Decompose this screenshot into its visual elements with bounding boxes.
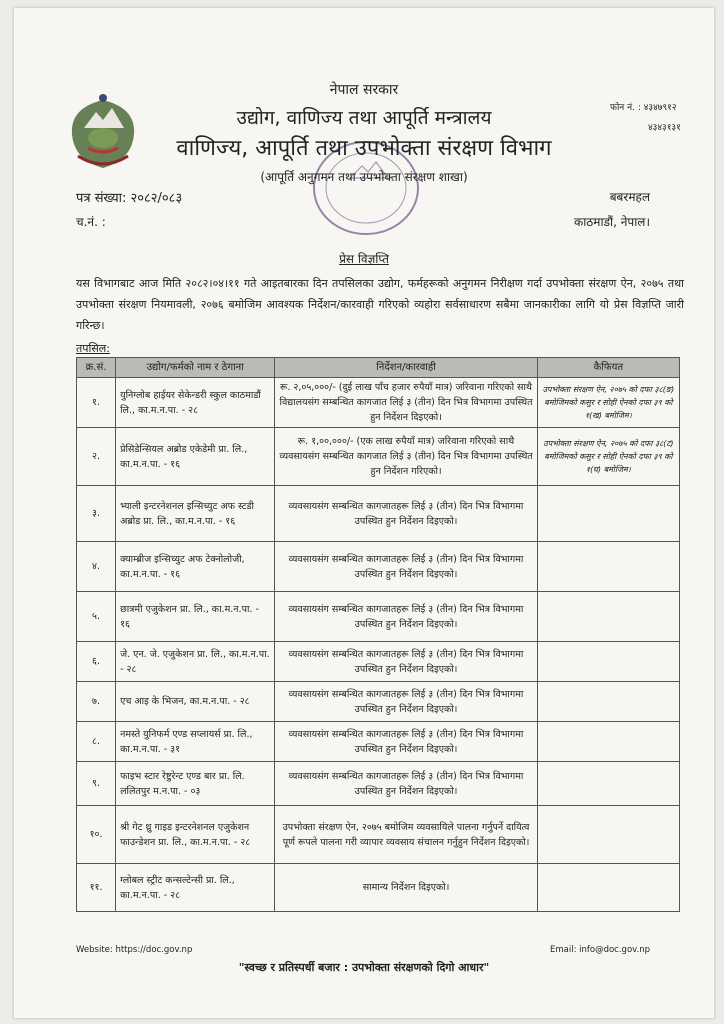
row-serial: १. bbox=[77, 378, 116, 428]
row-firm-name: एच आइ के भिजन, का.म.न.पा. - २८ bbox=[116, 682, 275, 722]
row-serial: ३. bbox=[77, 486, 116, 542]
table-row bbox=[77, 682, 680, 722]
row-action: रू. १,००,०००/- (एक लाख रुपैयाँ मात्र) जरिवाना गरिएको साथै व्यवसायसंग सम्बन्धित कागजात लिई ३ (तीन) दिन भित्र विभागमा उपस्थित हुन निर्देशन गरिएको। bbox=[275, 428, 537, 486]
row-serial: ११. bbox=[77, 864, 116, 912]
table-row bbox=[77, 642, 680, 682]
row-action: व्यवसायसंग सम्बन्धित कागजातहरू लिई ३ (तीन) दिन भित्र विभागमा उपस्थित हुन निर्देशन दिइएको। bbox=[275, 542, 537, 592]
document-page bbox=[14, 8, 714, 1018]
col-action: निर्देशन/कारवाही bbox=[275, 358, 537, 378]
row-action: व्यवसायसंग सम्बन्धित कागजातहरू लिई ३ (तीन) दिन भित्र विभागमा उपस्थित हुन निर्देशन दिइएको। bbox=[275, 642, 537, 682]
table-row bbox=[77, 722, 680, 762]
row-serial: ६. bbox=[77, 642, 116, 682]
row-remark bbox=[537, 542, 679, 592]
row-firm-name: भ्याली इन्टरनेशनल इन्सिच्युट अफ स्टडी अब्रोड प्रा. लि., का.म.न.पा. - १६ bbox=[116, 486, 275, 542]
letter-reference-number: पत्र संख्या: २०८२/०८३ bbox=[76, 191, 183, 206]
header-ministry: उद्योग, वाणिज्य तथा आपूर्ति मन्त्रालय bbox=[236, 107, 492, 129]
table-row bbox=[77, 486, 680, 542]
row-firm-name: फाइभ स्टार रेष्टुरेन्ट एण्ड बार प्रा. लि. ललितपुर म.न.पा. - ०३ bbox=[116, 762, 275, 806]
row-serial: ९. bbox=[77, 762, 116, 806]
footer-motto: "स्वच्छ र प्रतिस्पर्धी बजार : उपभोक्ता संरक्षणको दिगो आधार" bbox=[238, 961, 490, 974]
row-action: व्यवसायसंग सम्बन्धित कागजातहरू लिई ३ (तीन) दिन भित्र विभागमा उपस्थित हुन निर्देशन दिइएको। bbox=[275, 486, 537, 542]
row-firm-name: नमस्ते युनिफर्म एण्ड सप्लायर्स प्रा. लि., का.म.न.पा. - ३१ bbox=[116, 722, 275, 762]
row-action: रू. २,०५,०००/- (दुई लाख पाँच हजार रुपैयाँ मात्र) जरिवाना गरिएको साथै विद्यालयसंग सम्बन्धित कागजात लिई ३ (तीन) दिन भित्र विभागमा उपस्थित हुन निर्देशन दिइएको। bbox=[275, 378, 537, 428]
table-row bbox=[77, 762, 680, 806]
header-department: वाणिज्य, आपूर्ति तथा उपभोक्ता संरक्षण विभाग bbox=[176, 136, 552, 161]
row-remark bbox=[537, 592, 679, 642]
row-serial: ७. bbox=[77, 682, 116, 722]
row-firm-name: प्रेसिडेन्सियल अब्रोड एकेडेमी प्रा. लि., का.म.न.पा. - १६ bbox=[116, 428, 275, 486]
row-action: व्यवसायसंग सम्बन्धित कागजातहरू लिई ३ (तीन) दिन भित्र विभागमा उपस्थित हुन निर्देशन दिइएको। bbox=[275, 682, 537, 722]
row-serial: २. bbox=[77, 428, 116, 486]
row-action: व्यवसायसंग सम्बन्धित कागजातहरू लिई ३ (तीन) दिन भित्र विभागमा उपस्थित हुन निर्देशन दिइएको। bbox=[275, 592, 537, 642]
table-row bbox=[77, 864, 680, 912]
row-serial: ८. bbox=[77, 722, 116, 762]
office-location: बबरमहल bbox=[609, 190, 650, 204]
row-firm-name: जे. एन. जे. एजुकेशन प्रा. लि., का.म.न.पा. - २८ bbox=[116, 642, 275, 682]
row-firm-name: क्याम्ब्रीज इन्सिच्युट अफ टेक्नोलोजी, का.म.न.पा. - १६ bbox=[116, 542, 275, 592]
office-city: काठमाडौं, नेपाल। bbox=[573, 215, 650, 229]
row-serial: ५. bbox=[77, 592, 116, 642]
table-row bbox=[77, 428, 680, 486]
row-remark bbox=[537, 864, 679, 912]
row-firm-name: श्री गेट थ्रु गाइड इन्टरनेशनल एजुकेशन फाउन्डेशन प्रा. लि., का.म.न.पा. - २८ bbox=[116, 806, 275, 864]
row-remark bbox=[537, 642, 679, 682]
row-action: सामान्य निर्देशन दिइएको। bbox=[275, 864, 537, 912]
row-remark bbox=[537, 806, 679, 864]
header-government: नेपाल सरकार bbox=[329, 82, 399, 98]
annex-label: तपसिल: bbox=[76, 342, 110, 355]
row-serial: ४. bbox=[77, 542, 116, 592]
table-row bbox=[77, 378, 680, 428]
footer-website-link[interactable]: Website: https://doc.gov.np bbox=[76, 945, 193, 955]
table-row bbox=[77, 592, 680, 642]
col-remark: कैफियत bbox=[537, 358, 679, 378]
row-firm-name: छात्रमी एजुकेशन प्रा. लि., का.म.न.पा. - १६ bbox=[116, 592, 275, 642]
col-firm-name: उद्योग/फर्मको नाम र ठेगाना bbox=[116, 358, 275, 378]
row-action: व्यवसायसंग सम्बन्धित कागजातहरू लिई ३ (तीन) दिन भित्र विभागमा उपस्थित हुन निर्देशन दिइएको। bbox=[275, 722, 537, 762]
row-remark bbox=[537, 762, 679, 806]
phone-number: फोन नं. : ४३४७९१२ bbox=[610, 103, 677, 113]
row-remark: उपभोक्ता संरक्षण ऐन, २०७५ को दफा ३८(ट) बमोजिमको कसुर र सोही ऐनको दफा ३९ को १(घ) बमोजिम। bbox=[537, 428, 679, 486]
press-release-body: यस विभागबाट आज मिति २०८२।०४।११ गते आइतबारका दिन तपसिलका उद्योग, फर्महरूको अनुगमन निरीक्षण गर्दा उपभोक्ता संरक्षण ऐन, २०७५ तथा उपभोक्ता संरक्षण नियमावली, २०७६ बमोजिम आवश्यक निर्देशन/कारवाही गरिएको व्यहोरा सर्वसाधारण सबैमा जानकारीका लागि यो प्रेस विज्ञप्ति जारी गरिन्छ। bbox=[76, 277, 684, 332]
footer-email-link[interactable]: Email: info@doc.gov.np bbox=[549, 945, 650, 955]
row-remark: उपभोक्ता संरक्षण ऐन, २०७५ को दफा ३८(ङ) बमोजिमको कसुर र सोही ऐनको दफा ३९ को १(ख) बमोजिम। bbox=[537, 378, 679, 428]
table-header-row bbox=[77, 358, 680, 378]
table-row bbox=[77, 542, 680, 592]
dispatch-number: च.नं. : bbox=[76, 215, 106, 229]
row-remark bbox=[537, 486, 679, 542]
inspection-table bbox=[76, 357, 680, 912]
row-firm-name: युनिग्लोब हाईयर सेकेन्डरी स्कुल काठमाडौं लि., का.म.न.पा. - २८ bbox=[116, 378, 275, 428]
header-section: (आपूर्ति अनुगमन तथा उपभोक्ता संरक्षण शाखा) bbox=[260, 170, 468, 184]
row-serial: १०. bbox=[77, 806, 116, 864]
col-serial: क्र.सं. bbox=[77, 358, 116, 378]
row-remark bbox=[537, 682, 679, 722]
table-row bbox=[77, 806, 680, 864]
press-release-title: प्रेस विज्ञप्ति bbox=[339, 252, 389, 266]
row-action: व्यवसायसंग सम्बन्धित कागजातहरू लिई ३ (तीन) दिन भित्र विभागमा उपस्थित हुन निर्देशन दिइएको। bbox=[275, 762, 537, 806]
row-firm-name: ग्लोबल स्ट्रीट कन्सल्टेन्सी प्रा. लि., का.म.न.पा. - २८ bbox=[116, 864, 275, 912]
phone-number-2: ४३४३१३१ bbox=[648, 123, 681, 133]
row-action: उपभोक्ता संरक्षण ऐन, २०७५ बमोजिम व्यवसायिले पालना गर्नुपर्ने दायित्व पूर्ण रूपले पालना गरी व्यापार व्यवसाय संचालन गर्नुहुन निर्देशन दिइएको। bbox=[275, 806, 537, 864]
row-remark bbox=[537, 722, 679, 762]
